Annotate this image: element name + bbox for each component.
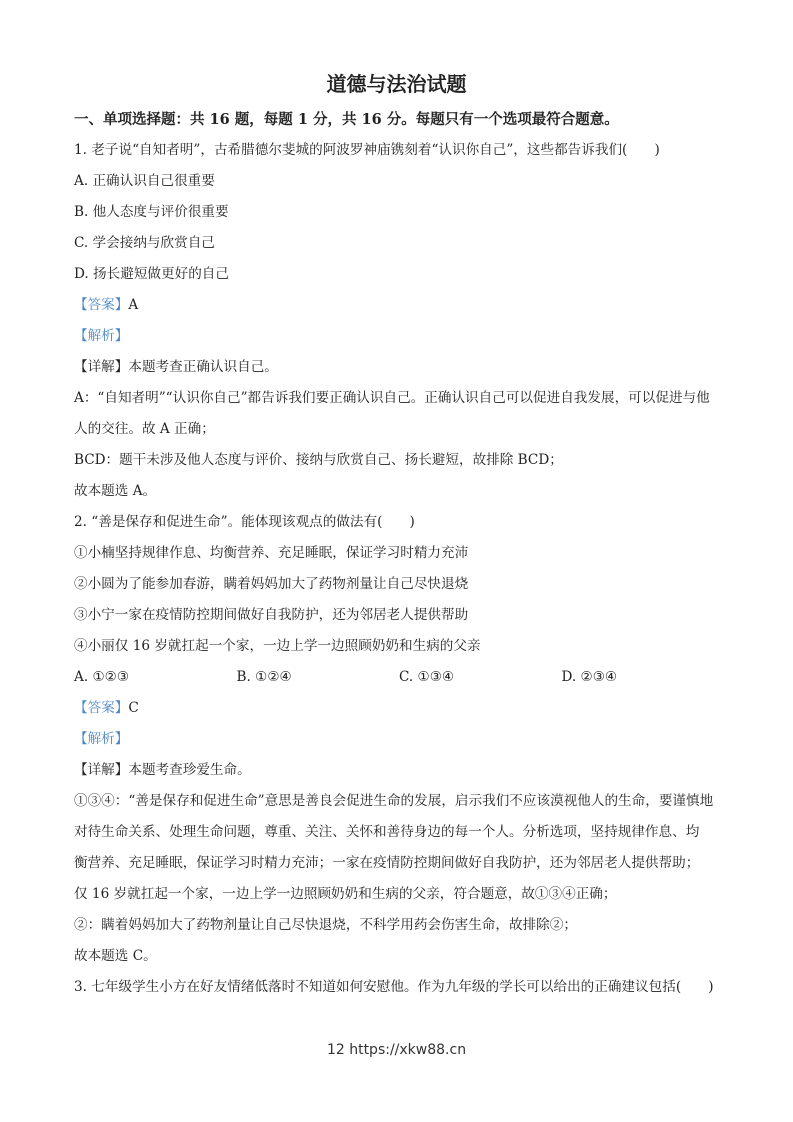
question-2-stem: 2. “善是保存和促进生命”。能体现该观点的做法有( ) [74,514,415,530]
q1-option-d: D. 扬长避短做更好的自己 [74,266,229,282]
q2-detail-line: 仅 16 岁就扛起一个家，一边上学一边照顾奶奶和生病的父亲，符合题意，故①③④正确； [74,886,617,902]
q2-detail-line: 故本题选 C。 [74,948,157,964]
answer-value: C [128,700,139,716]
q2-detail-line: ①③④：“善是保存和促进生命”意思是善良会促进生命的发展，启示我们不应该漠视他人的生命，要谨慎地 [74,793,714,809]
q2-option-d: D. ②③④ [561,669,618,685]
q2-detail [74,755,724,786]
q2-detail-line: ②：瞒着妈妈加大了药物剂量让自己尽快退烧，不科学用药会伤害生命，故排除②； [74,917,577,933]
q1-answer [74,290,724,321]
q2-option-c: C. ①③④ [399,669,455,685]
q1-detail-line: 人的交往。故 A 正确； [74,421,215,437]
q2-detail-line: 衡营养、充足睡眠，保证学习时精力充沛；一家在疫情防控期间做好自我防护，还为邻居老人提供帮助； [74,855,700,871]
q2-statement: ②小圆为了能参加春游，瞒着妈妈加大了药物剂量让自己尽快退烧 [74,576,469,592]
answer-label: 【答案】 [74,297,129,313]
q2-answer [74,693,724,724]
detail-label: 【详解】 [74,762,129,778]
question-3-stem: 3. 七年级学生小方在好友情绪低落时不知道如何安慰他。作为九年级的学长可以给出的正确建议包括( ) [74,979,714,995]
page-footer: 12 https://xkw88.cn [326,1042,467,1058]
q1-option-c: C. 学会接纳与欣赏自己 [74,235,215,251]
detail-text: 本题考查正确认识自己。 [128,359,278,375]
q2-detail-line: 对待生命关系、处理生命问题，尊重、关注、关怀和善待身边的每一个人。分析选项，坚持规律作息、均 [74,824,700,840]
q1-detail [74,352,724,383]
q2-statement: ③小宁一家在疫情防控期间做好自我防护，还为邻居老人提供帮助 [74,607,469,623]
q1-analysis-label: 【解析】 [74,328,129,344]
q2-options [74,662,724,693]
q1-detail-line: A：“自知者明”“认识你自己”都告诉我们要正确认识自己。正确认识自己可以促进自我发展，可以促进与他 [74,390,710,406]
q2-option-b: B. ①②④ [236,669,292,685]
q2-analysis-label: 【解析】 [74,731,129,747]
q1-option-a: A. 正确认识自己很重要 [74,173,215,189]
q1-option-b: B. 他人态度与评价很重要 [74,204,229,220]
q2-statement: ④小丽仅 16 岁就扛起一个家，一边上学一边照顾奶奶和生病的父亲 [74,638,481,654]
answer-label: 【答案】 [74,700,129,716]
q1-detail-line: BCD：题干未涉及他人态度与评价、接纳与欣赏自己、扬长避短，故排除 BCD； [74,452,563,468]
q2-option-a: A. ①②③ [74,669,130,685]
q2-statement: ①小楠坚持规律作息、均衡营养、充足睡眠，保证学习时精力充沛 [74,545,469,561]
q1-detail-line: 故本题选 A。 [74,483,157,499]
answer-value: A [128,297,139,313]
detail-text: 本题考查珍爱生命。 [128,762,251,778]
document-body [74,104,724,1003]
question-1-stem: 1. 老子说“自知者明”，古希腊德尔斐城的阿波罗神庙镌刻着“认识你自己”，这些都告诉我们( ) [74,142,660,158]
page-title: 道德与法治试题 [326,72,467,96]
detail-label: 【详解】 [74,359,129,375]
section-heading: 一、单项选择题：共 16 题，每题 1 分，共 16 分。每题只有一个选项最符合题意。 [74,111,619,128]
